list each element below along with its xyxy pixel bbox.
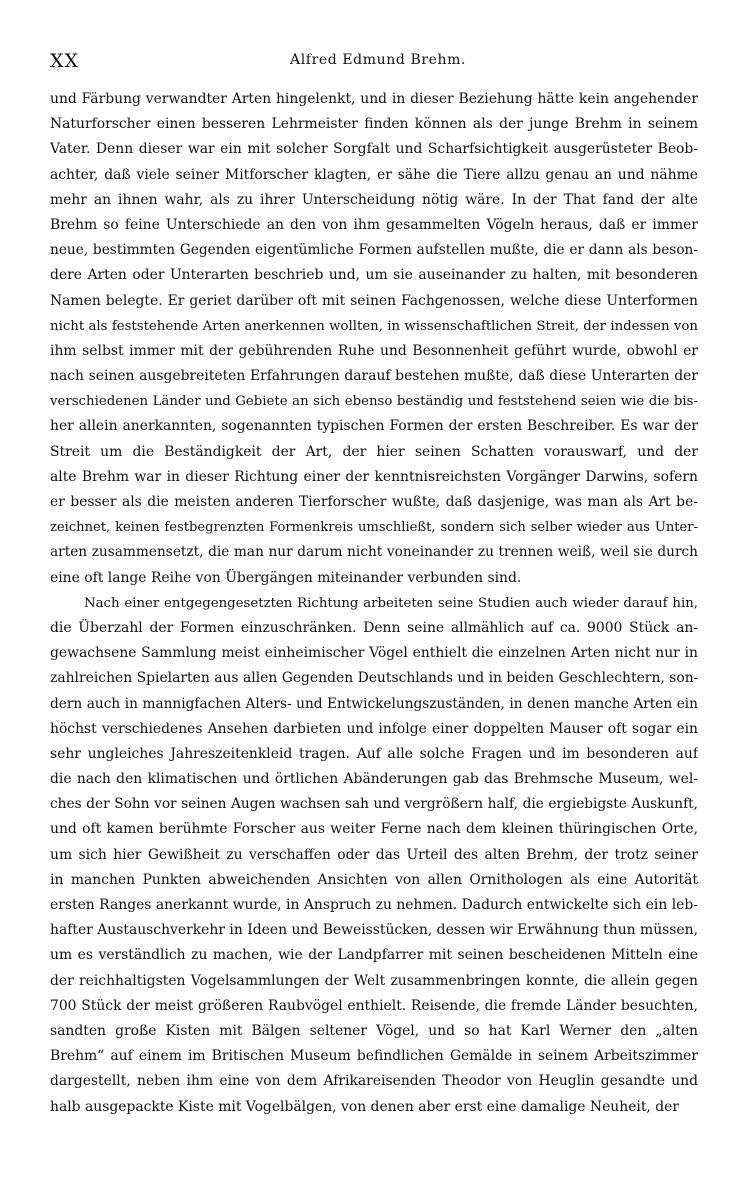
text-line: nicht als feststehende Arten anerkennen wollten, in wissenschaftlichen Streit, der indessen von xyxy=(50,318,698,334)
text-line: sandten große Kisten mit Bälgen seltener Vögel, und so hat Karl Werner den „alten xyxy=(50,1022,698,1039)
text-line: her allein anerkannten, sogenannten typischen Formen der ersten Beschreiber. Es war der xyxy=(50,418,698,435)
text-line: die Überzahl der Formen einzuschränken. Denn seine allmählich auf ca. 9000 Stück an- xyxy=(50,619,698,636)
text-line: mehr an ihnen wahr, als zu ihrer Unterscheidung nötig wäre. In der That fand der alte xyxy=(50,191,698,208)
text-line: der reichhaltigsten Vogelsammlungen der Welt zusammenbringen konnte, die allein gegen xyxy=(50,972,698,989)
text-line: verschiedenen Länder und Gebiete an sich ebenso beständig und feststehend seien wie die bis- xyxy=(50,394,698,410)
text-line: und oft kamen berühmte Forscher aus weiter Ferne nach dem kleinen thüringischen Orte, xyxy=(50,821,698,838)
text-line: Naturforscher einen besseren Lehrmeister finden können als der junge Brehm in seinem xyxy=(50,116,698,133)
text-line: Streit um die Beständigkeit der Art, der hier seinen Schatten vorauswarf, und der xyxy=(50,443,698,460)
text-line: achter, daß viele seiner Mitforscher klagten, er sähe die Tiere allzu genau an und nähme xyxy=(50,166,698,183)
text-line: Nach einer entgegengesetzten Richtung arbeiteten seine Studien auch wieder darauf hin, xyxy=(84,595,698,611)
text-line: dargestellt, neben ihm eine von dem Afrikareisenden Theodor von Heuglin gesandte und xyxy=(50,1073,698,1090)
text-line: Brehm“ auf einem im Britischen Museum befindlichen Gemälde in seinem Arbeitszimmer xyxy=(50,1048,698,1065)
running-head: Alfred Edmund Brehm. xyxy=(290,52,467,68)
text-line: um sich hier Gewißheit zu verschaffen oder das Urteil des alten Brehm, der trotz seiner xyxy=(50,846,698,863)
page-number: XX xyxy=(50,50,80,72)
text-line: höchst verschiedenes Ansehen darbieten und infolge einer doppelten Mauser oft sogar ein xyxy=(50,720,698,737)
text-line: sehr ungleiches Jahreszeitenkleid tragen. Auf alle solche Fragen und im besonderen auf xyxy=(50,745,698,762)
page-header xyxy=(50,50,695,74)
body-text xyxy=(50,87,698,1120)
text-line: die nach den klimatischen und örtlichen Abänderungen gab das Brehmsche Museum, wel- xyxy=(50,771,698,788)
text-line: dere Arten oder Unterarten beschrieb und, um sie auseinander zu halten, mit besonderen xyxy=(50,267,698,284)
text-line: alte Brehm war in dieser Richtung einer der kenntnisreichsten Vorgänger Darwins, sofern xyxy=(50,468,698,485)
text-line: zeichnet, keinen festbegrenzten Formenkreis umschließt, sondern sich selber wieder aus Unter- xyxy=(50,520,698,536)
text-line: nach seinen ausgebreiteten Erfahrungen darauf bestehen mußte, daß diese Unterarten der xyxy=(50,368,698,385)
text-line: Brehm so feine Unterschiede an den von ihm gesammelten Vögeln heraus, daß er immer xyxy=(50,216,698,233)
text-line: gewachsene Sammlung meist einheimischer Vögel enthielt die einzelnen Arten nicht nur in xyxy=(50,645,698,662)
text-line: halb ausgepackte Kiste mit Vogelbälgen, von denen aber erst eine damalige Neuheit, der xyxy=(50,1098,680,1115)
text-line: Namen belegte. Er geriet darüber oft mit seinen Fachgenossen, welche diese Unterformen xyxy=(50,292,698,309)
text-line: dern auch in mannigfachen Alters- und Entwickelungszuständen, in denen manche Arten ein xyxy=(50,695,698,712)
text-line: ches der Sohn vor seinen Augen wachsen sah und vergrößern half, die ergiebigste Auskunft, xyxy=(50,796,698,813)
text-line: hafter Austauschverkehr in Ideen und Beweisstücken, dessen wir Erwähnung thun müssen, xyxy=(50,922,698,939)
text-line: arten zusammensetzt, die man nur darum nicht voneinander zu trennen weiß, weil sie durch xyxy=(50,544,698,561)
text-line: zahlreichen Spielarten aus allen Gegenden Deutschlands und in beiden Geschlechtern, son- xyxy=(50,670,698,687)
text-line: 700 Stück der meist größeren Raubvögel enthielt. Reisende, die fremde Länder besuchten, xyxy=(50,997,698,1014)
text-line: in manchen Punkten abweichenden Ansichten von allen Ornithologen als eine Autorität xyxy=(50,871,698,888)
text-line: er besser als die meisten anderen Tierforscher wußte, daß dasjenige, was man als Art be- xyxy=(50,494,698,510)
text-line: und Färbung verwandter Arten hingelenkt, und in dieser Beziehung hätte kein angehender xyxy=(50,91,698,107)
text-line: eine oft lange Reihe von Übergängen miteinander verbunden sind. xyxy=(50,569,522,586)
text-line: ersten Ranges anerkannt wurde, in Anspruch zu nehmen. Dadurch entwickelte sich ein leb- xyxy=(50,897,698,913)
text-line: ihm selbst immer mit der gebührenden Ruhe und Besonnenheit geführt wurde, obwohl er xyxy=(50,342,698,359)
text-line: Vater. Denn dieser war ein mit solcher Sorgfalt und Scharfsichtigkeit ausgerüsteter Beob- xyxy=(50,141,698,158)
text-line: um es verständlich zu machen, wie der Landpfarrer mit seinen bescheidenen Mitteln eine xyxy=(50,947,698,964)
text-line: neue, bestimmten Gegenden eigentümliche Formen aufstellen mußte, die er dann als beson- xyxy=(50,242,698,259)
